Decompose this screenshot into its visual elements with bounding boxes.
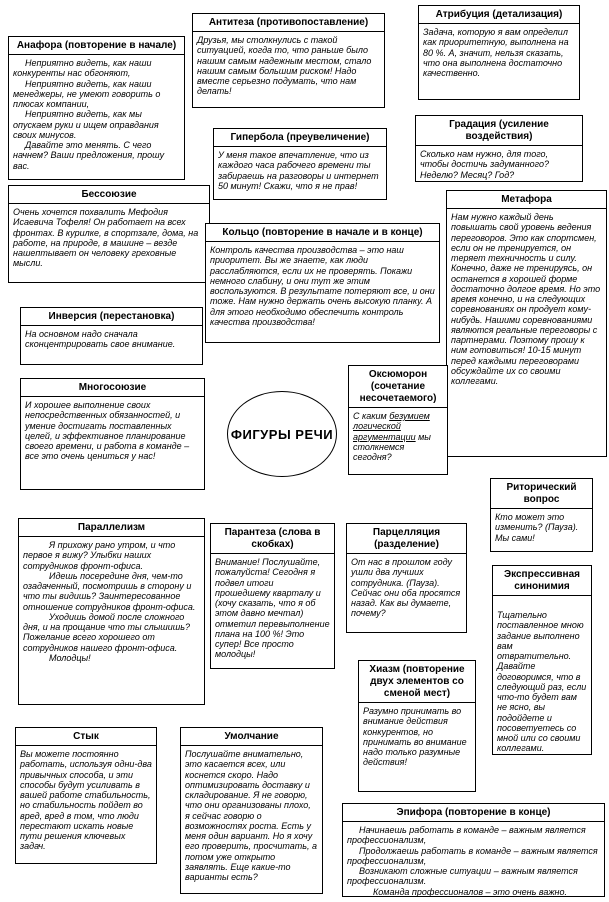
center-label: ФИГУРЫ РЕЧИ [230,426,334,442]
box-giperbola [213,128,387,200]
box-atributsiya [418,5,580,100]
box-title: Атрибуция (детализация) [419,6,579,24]
paragraph: Неприятно видеть, как мы опускаем руки и ищем оправдания своих минусов. [13,109,159,140]
box-oksyumoron [348,365,448,475]
box-body [493,596,591,754]
box-body [193,32,384,107]
paragraph: Команда профессионалов – это очень важно. [373,886,567,896]
paragraph: Нам нужно каждый день повышать свой уровень ведения переговоров. Это как спортсмен, если он не тренируется, он теряет техничность и силу. Конечно, даже не тренируясь, он останется в хорошей форме достаточно долгое время. Но это время конечно, и на следующих соревнованиях он продует кому-нибудь. Нашими соревнованиями являются реальные переговоры с партнерами. Поэтому прошу к ним готовиться! 10-15 минут перед каждыми переговорами обсуждайте их со своими коллегами. [451,212,601,386]
box-title: Инверсия (перестановка) [21,308,202,326]
paragraph: Я прихожу рано утром, и что первое я вижу? Улыбки наших сотрудников фронт-офиса. [23,540,176,571]
box-body [491,509,592,551]
box-title: Риторический вопрос [491,479,592,509]
box-title: Параллелизм [19,519,204,537]
box-khiazm [358,660,476,792]
box-body [16,746,156,863]
box-anafora [8,36,185,180]
box-bessoyuzie [8,185,210,283]
box-body [419,24,579,99]
box-title: Кольцо (повторение в начале и в конце) [206,224,439,242]
box-mnogosoyuzie [20,378,205,490]
box-body [447,209,606,456]
box-body [21,397,204,489]
box-body [206,242,439,342]
box-body [214,147,386,199]
box-title: Парантеза (слова в скобках) [211,524,334,554]
box-partsellyatsiya [346,523,467,633]
box-body [349,408,447,474]
paragraph: Очень хочется похвалить Мефодия Исаевича Тофеля! Он работает на всех фронтах. В курилке, в спортзале, дома, на работе, на природе, в машине – везде нашептывает он человеку греховные мысли. [13,207,199,269]
paragraph: Контроль качества производства – это наш приоритет. Вы же знаете, как люди расслабляются, если их не проверять. Покажи немного слабину, и они тут же этим воспользуются. В результате потеряют все, и они тоже. Нам нужно держать очень высокую планку. А для этого необходимо обеспечить контроль качества производства! [210,245,435,327]
text-segment: мы столкнемся сегодня? [353,431,431,462]
box-title: Эпифора (повторение в конце) [343,804,604,822]
box-body [21,326,202,364]
box-body [9,204,209,282]
paragraph [353,411,443,462]
paragraph: Кто может это изменить? (Пауза). Мы сами! [495,512,579,543]
box-title: Гипербола (преувеличение) [214,129,386,147]
box-gradatsiya [415,115,583,182]
box-epifora [342,803,605,897]
paragraph: Внимание! Послушайте, пожалуйста! Сегодня я подвел итоги прошедшему кварталу и (хочу сказать, что я об этом давно мечтал) отметил перевыполнение плана на 100 %! Это супер! Все просто молодцы! [215,557,330,660]
paragraph: На основном надо сначала сконцентрировать свое внимание. [25,329,176,350]
box-body [416,146,582,181]
underlined-text: безумием логической аргументации [353,411,430,442]
box-title: Градация (усиление воздействия) [416,116,582,146]
box-umolchanie [180,727,323,894]
paragraph: Неприятно видеть, как наши конкуренты нас обгоняют, [13,58,152,79]
box-paranteza [210,523,335,669]
paragraph: Разумно принимать во внимание действия конкурентов, но принимать во внимание надо только разумные действия! [363,706,467,768]
box-styk [15,727,157,864]
paragraph: Идешь посередине дня, чем-то озадаченный, посмотришь в сторону и что ты видишь? Заинтересованное отношение сотрудников фронт-офиса. [23,570,196,612]
box-inversiya [20,307,203,365]
paragraph: Продолжаешь работать в команде – важным является профессионализм, [347,845,598,866]
paragraph: От нас в прошлом году ушли два лучших сотрудника. (Пауза). Сейчас они оба просятся назад. Как вы думаете, почему? [351,557,461,619]
box-body [359,703,475,791]
box-body [181,746,322,893]
box-ekspressivnaya-sinonimiya [492,565,592,755]
paragraph: Молодцы! [49,652,91,663]
paragraph: Задача, которую я вам определил как приоритетную, выполнена на 80 %. А, значит, нельзя сказать, что она выполнена достаточно качественно. [423,27,569,78]
box-metafora [446,190,607,457]
box-body [343,822,604,896]
box-title: Экспрессивная синонимия [493,566,591,596]
box-title: Метафора [447,191,606,209]
paragraph: Начинаешь работать в команде – важным является профессионализм, [347,825,586,846]
box-title: Бессоюзие [9,186,209,204]
paragraph: Послушайте внимательно, это касается всех, или коснется скоро. Надо оптимизировать доставку и складирование. Я не говорю, что они организованы плохо, я сейчас говорю о возможностях роста. Есть у меня один вариант. Но я хочу его проверить, просчитать, а потом уже открыто заявлять. Еще какие-то варианты есть? [185,749,318,882]
box-body [211,554,334,668]
text-segment: С каким [353,411,390,421]
box-title: Анафора (повторение в начале) [9,37,184,55]
paragraph: Давайте это менять. С чего начнем? Ваши предложения, прошу вас. [13,140,165,171]
box-body [347,554,466,632]
paragraph: Тщательно поставленное мною задание выполнено вам отвратительно. Давайте договоримся, что в следующий раз, если что-то будет вам не ясно, вы подойдете и посоветуетесь со мной или со своими коллегами. [497,610,587,754]
box-title: Антитеза (противопоставление) [193,14,384,32]
paragraph: Неприятно видеть, как наши менеджеры, не умеют говорить о плюсах компании, [13,78,161,109]
box-title: Парцелляция (разделение) [347,524,466,554]
box-body [19,537,204,704]
box-ritoricheskiy-vopros [490,478,593,552]
box-title: Умолчание [181,728,322,746]
paragraph: Уходишь домой после сложного дня, и на прощание что ты слышишь? Пожелание всего хорошего от сотрудников нашего фронт-офиса. [23,611,190,653]
box-antiteza [192,13,385,108]
paragraph: У меня такое впечатление, что из каждого часа рабочего времени ты забираешь на разговоры и интернет 50 минут! Скажи, что я не прав! [218,150,379,191]
paragraph: Вы можете постоянно работать, используя одни-два привычных способа, и эти способы будут усиливать в вашей работе стабильность, но стабильность пойдет во вред, вред в том, что люди перестают искать новые пути решения ключевых задач. [20,749,152,852]
box-title: Многосоюзие [21,379,204,397]
box-title: Хиазм (повторение двух элементов со сменой мест) [359,661,475,703]
paragraph: Друзья, мы столкнулись с такой ситуацией, когда то, что раньше было нашим самым надежным местом, стало нашим самым большим риском! Надо вместе серьезно подумать, что нам делать! [197,35,372,97]
box-body [9,55,184,179]
box-title: Стык [16,728,156,746]
box-koltso [205,223,440,343]
center-circle [227,391,337,477]
paragraph: И хорошее выполнение своих непосредственных обязанностей, и умение достигать поставленных целей, и эффективное планирование своего времени, и работа в команде – все это очень цениться у нас! [25,400,190,462]
paragraph: Сколько нам нужно, для того, чтобы достичь задуманного? Неделю? Месяц? Год? [420,149,550,180]
box-title: Оксюморон (сочетание несочетаемого) [349,366,447,408]
paragraph: Возникают сложные ситуации – важным является профессионализм. [347,866,578,887]
box-parallelizm [18,518,205,705]
